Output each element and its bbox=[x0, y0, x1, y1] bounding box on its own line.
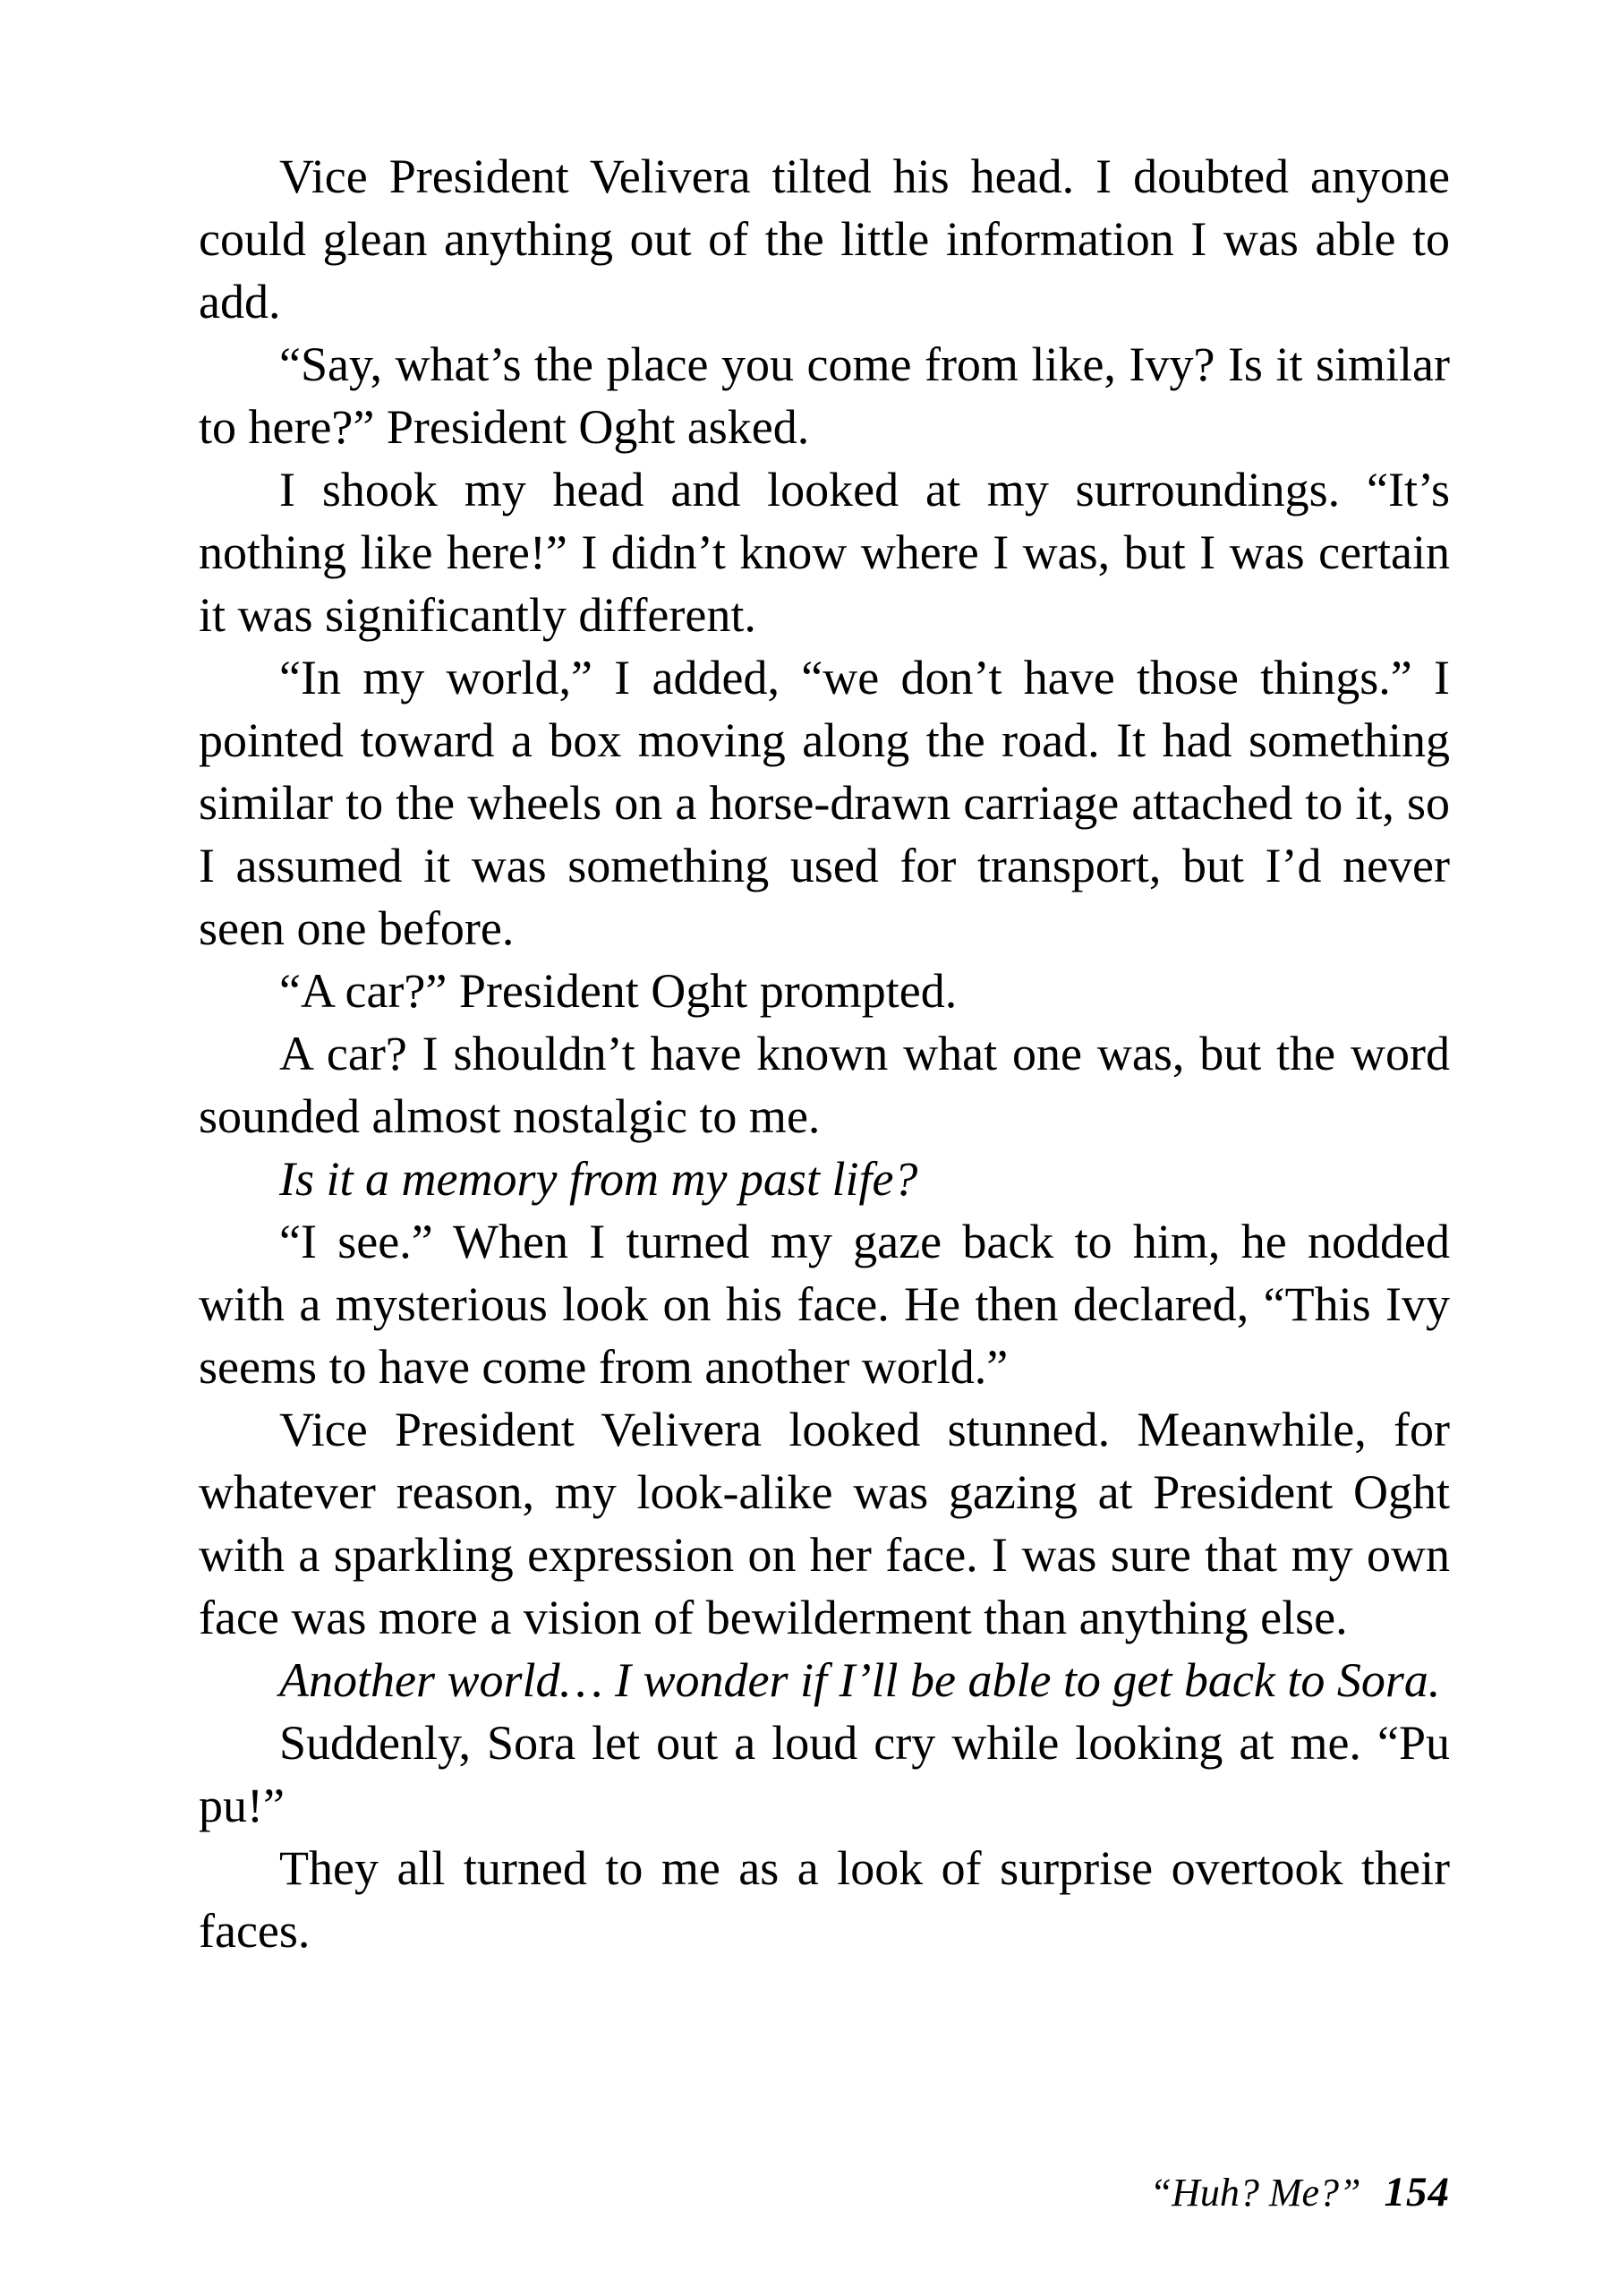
paragraph: Vice President Velivera looked stunned. Meanwhile, for whatever reason, my look-alike was gazing at President Oght with a sparkling expression on her face. I was sure that my own face was more a vision of bewilderment than anything else. bbox=[199, 1403, 1450, 1644]
page-footer bbox=[1149, 2169, 1450, 2215]
footer-chapter-title: “Huh? Me?” bbox=[1149, 2171, 1361, 2215]
paragraph: They all turned to me as a look of surprise overtook their faces. bbox=[199, 1841, 1450, 1958]
paragraph: Vice President Velivera tilted his head. I doubted anyone could glean anything out of the little information I was able to add. bbox=[199, 149, 1450, 329]
footer-page-number: 154 bbox=[1384, 2169, 1450, 2215]
paragraph: A car? I shouldn’t have known what one was, but the word sounded almost nostalgic to me. bbox=[199, 1027, 1450, 1143]
paragraph: “A car?” President Oght prompted. bbox=[279, 964, 958, 1018]
paragraph: Another world… I wonder if I’ll be able to get back to Sora. bbox=[279, 1653, 1441, 1707]
paragraph: Is it a memory from my past life? bbox=[279, 1152, 918, 1206]
body-text bbox=[199, 145, 1450, 1962]
paragraph: Suddenly, Sora let out a loud cry while looking at me. “Pu pu!” bbox=[199, 1716, 1450, 1832]
paragraph: “In my world,” I added, “we don’t have those things.” I pointed toward a box moving along the road. It had something similar to the wheels on a horse-drawn carriage attached to it, so I assumed it was something used for transport, but I’d never seen one before. bbox=[199, 651, 1450, 955]
paragraph: “Say, what’s the place you come from like, Ivy? Is it similar to here?” President Oght asked. bbox=[199, 337, 1450, 454]
paragraph: “I see.” When I turned my gaze back to him, he nodded with a mysterious look on his face. He then declared, “This Ivy seems to have come from another world.” bbox=[199, 1215, 1450, 1394]
paragraph: I shook my head and looked at my surroundings. “It’s nothing like here!” I didn’t know where I was, but I was certain it was significantly different. bbox=[199, 463, 1450, 642]
